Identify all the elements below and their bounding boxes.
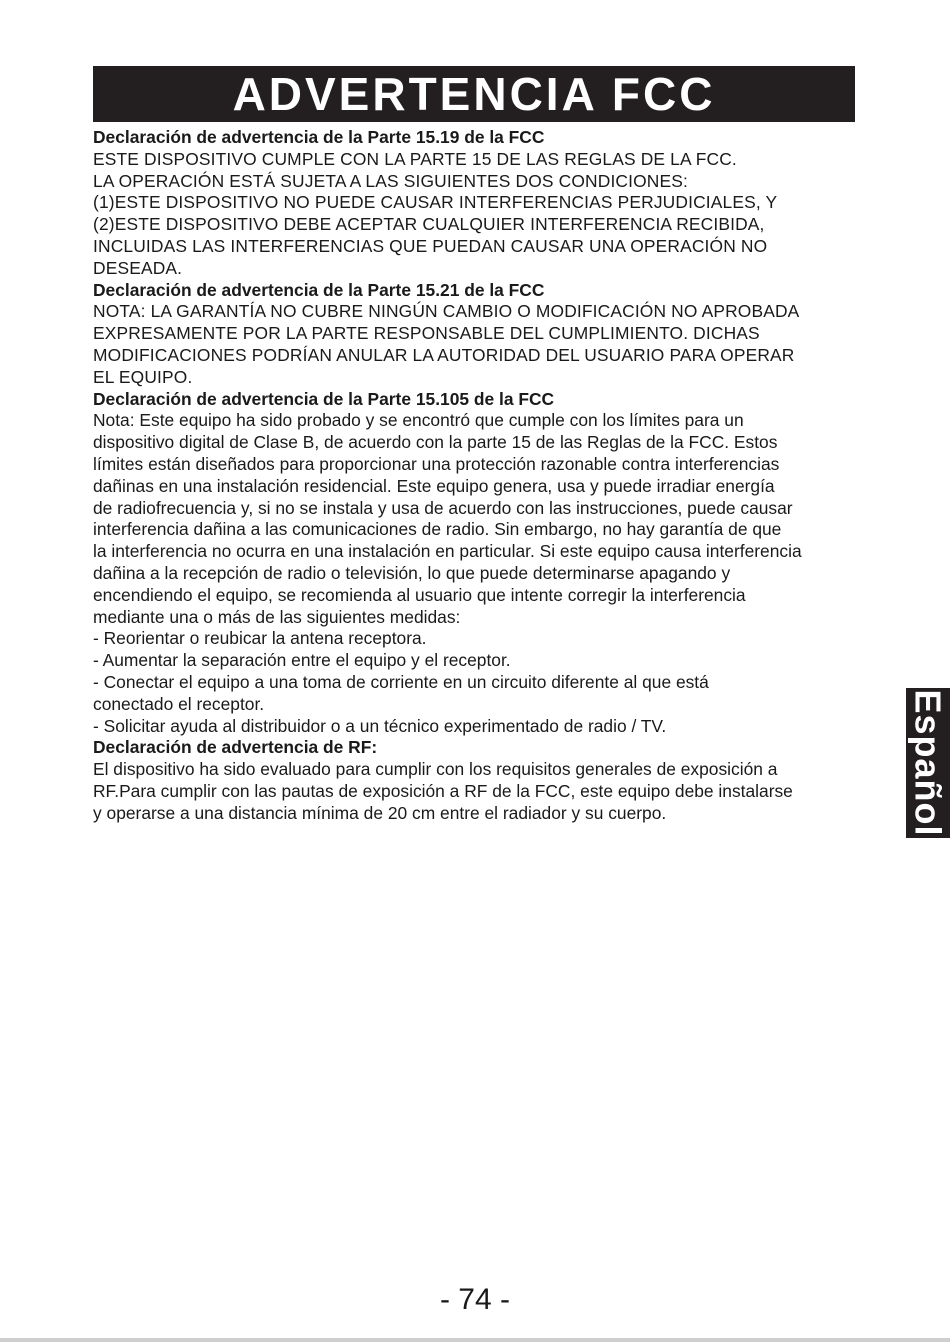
text-line: interferencia dañina a las comunicaciones de radio. Sin embargo, no hay garantía de que	[93, 519, 782, 540]
document-body	[93, 127, 893, 825]
page-title: ADVERTENCIA FCC	[232, 68, 716, 120]
text-line: dañina a la recepción de radio o televisión, lo que puede determinarse apagando y	[93, 562, 731, 583]
text-line: El dispositivo ha sido evaluado para cumplir con los requisitos generales de exposición a	[93, 759, 778, 780]
section-heading: Declaración de advertencia de la Parte 15.105 de la FCC	[93, 388, 555, 409]
text-line: EL EQUIPO.	[93, 366, 193, 387]
text-line: mediante una o más de las siguientes medidas:	[93, 606, 461, 627]
section-fcc-15-21	[93, 280, 893, 389]
text-line: de radiofrecuencia y, si no se instala y usa de acuerdo con las instrucciones, puede causar	[93, 497, 793, 518]
text-line: y operarse a una distancia mínima de 20 cm entre el radiador y su cuerpo.	[93, 802, 667, 823]
section-fcc-15-105	[93, 389, 893, 738]
page-number: - 74 -	[439, 1283, 511, 1316]
list-item: - Reorientar o reubicar la antena receptora.	[93, 628, 427, 649]
text-line: RF.Para cumplir con las pautas de exposición a RF de la FCC, este equipo debe instalarse	[93, 780, 793, 801]
text-line: dañinas en una instalación residencial. Este equipo genera, usa y puede irradiar energía	[93, 475, 775, 496]
text-line: dispositivo digital de Clase B, de acuerdo con la parte 15 de las Reglas de la FCC. Estos	[93, 432, 778, 453]
text-line: conectado el receptor.	[93, 693, 265, 714]
text-line: EXPRESAMENTE POR LA PARTE RESPONSABLE DEL CUMPLIMIENTO. DICHAS	[93, 323, 760, 344]
text-line: (1)ESTE DISPOSITIVO NO PUEDE CAUSAR INTERFERENCIAS PERJUDICIALES, Y	[93, 192, 778, 213]
text-line: ESTE DISPOSITIVO CUMPLE CON LA PARTE 15 DE LAS REGLAS DE LA FCC.	[93, 148, 737, 169]
text-line: la interferencia no ocurra en una instalación en particular. Si este equipo causa interferencia	[93, 541, 802, 562]
text-line: MODIFICACIONES PODRÍAN ANULAR LA AUTORIDAD DEL USUARIO PARA OPERAR	[93, 344, 795, 365]
text-line: (2)ESTE DISPOSITIVO DEBE ACEPTAR CUALQUIER INTERFERENCIA RECIBIDA,	[93, 214, 765, 235]
language-label: Español	[908, 689, 949, 837]
section-heading: Declaración de advertencia de RF:	[93, 737, 378, 758]
text-line: límites están diseñados para proporcionar una protección razonable contra interferencias	[93, 453, 780, 474]
text-line: DESEADA.	[93, 257, 183, 278]
text-line: INCLUIDAS LAS INTERFERENCIAS QUE PUEDAN CAUSAR UNA OPERACIÓN NO	[93, 235, 768, 256]
list-item: - Conectar el equipo a una toma de corriente en un circuito diferente al que está	[93, 671, 709, 692]
language-tab	[906, 688, 950, 838]
section-fcc-15-19	[93, 127, 893, 280]
text-line: encendiendo el equipo, se recomienda al usuario que intente corregir la interferencia	[93, 584, 746, 605]
text-line: Nota: Este equipo ha sido probado y se encontró que cumple con los límites para un	[93, 410, 744, 431]
text-line: LA OPERACIÓN ESTÁ SUJETA A LAS SIGUIENTES DOS CONDICIONES:	[93, 170, 688, 191]
text-line: NOTA: LA GARANTÍA NO CUBRE NINGÚN CAMBIO O MODIFICACIÓN NO APROBADA	[93, 301, 800, 322]
list-item: - Aumentar la separación entre el equipo y el receptor.	[93, 650, 511, 671]
page-bottom-edge	[0, 1338, 950, 1342]
section-heading: Declaración de advertencia de la Parte 15.21 de la FCC	[93, 279, 545, 300]
title-banner	[93, 66, 855, 122]
section-rf-warning	[93, 737, 893, 824]
section-heading: Declaración de advertencia de la Parte 15.19 de la FCC	[93, 127, 545, 147]
list-item: - Solicitar ayuda al distribuidor o a un técnico experimentado de radio / TV.	[93, 715, 667, 736]
